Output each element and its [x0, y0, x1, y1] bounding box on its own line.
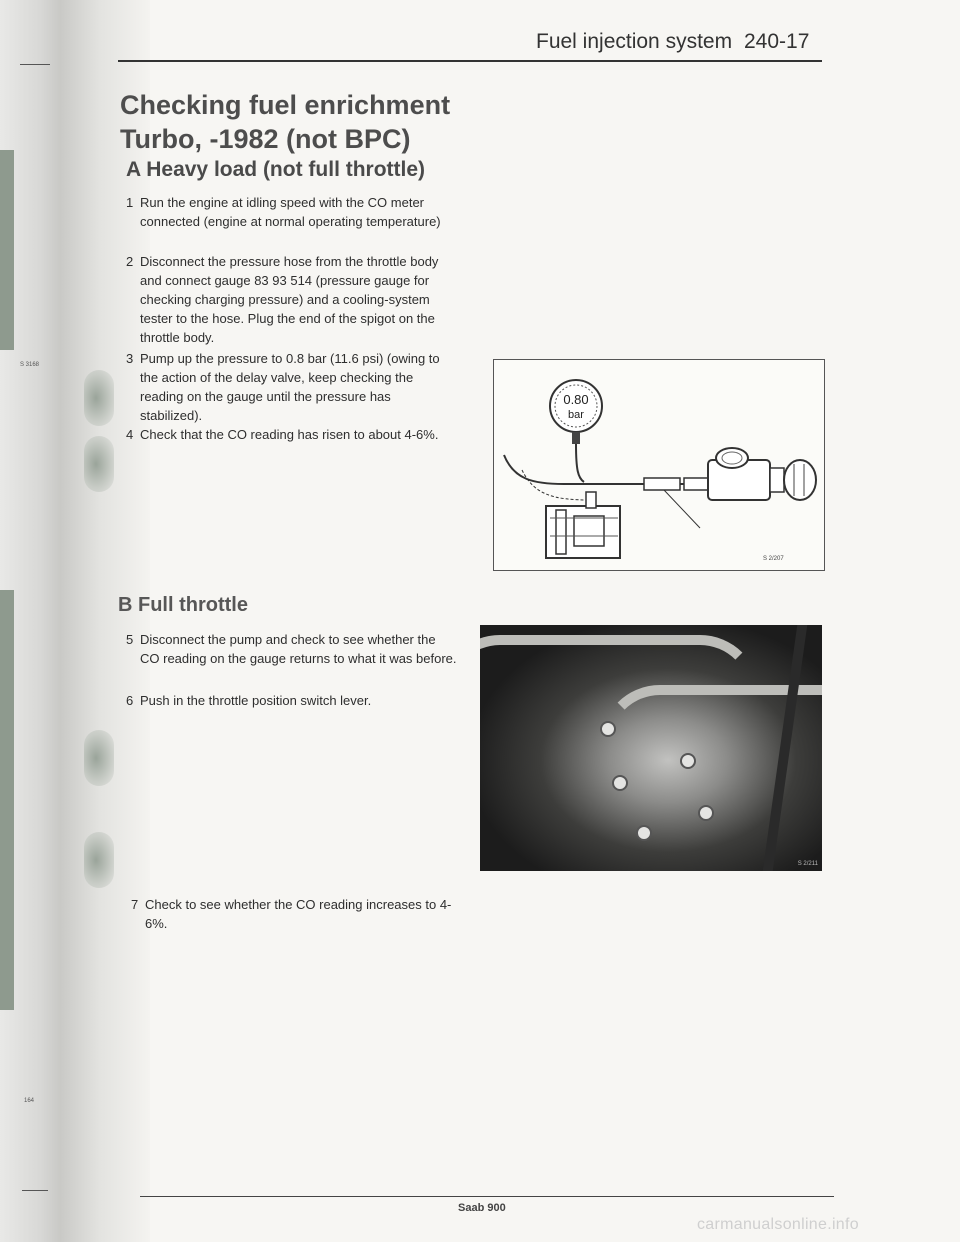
page-title-line-2: Turbo, -1982 (not BPC): [120, 124, 411, 154]
step-number: 5: [126, 632, 134, 647]
step-text: Disconnect the pump and check to see whether the CO reading on the gauge returns to what it was before.: [140, 632, 457, 666]
footer-text: Saab 900: [458, 1202, 506, 1214]
step-number: 1: [126, 195, 134, 210]
figure-code: S 2/207: [763, 556, 784, 562]
page-title-line-1: Checking fuel enrichment: [120, 90, 451, 120]
step-3: [126, 349, 448, 425]
step-text: Check to see whether the CO reading increases to 4-6%.: [145, 897, 452, 931]
side-margin-number: S 3168: [20, 362, 40, 368]
step-5: [126, 630, 458, 668]
header-title: Fuel injection system: [536, 30, 733, 53]
watermark-text: carmanualsonline.info: [697, 1216, 859, 1233]
step-text: Run the engine at idling speed with the CO meter connected (engine at normal operating temperature): [140, 195, 441, 229]
step-text: Check that the CO reading has risen to about 4-6%.: [140, 427, 439, 442]
section-b-heading: B Full throttle: [118, 594, 248, 616]
engine-photo: [480, 625, 822, 871]
step-2: [126, 252, 448, 347]
gauge-unit: bar: [568, 409, 584, 421]
side-margin-number: 164: [24, 1098, 35, 1104]
gauge-value: 0.80: [563, 392, 589, 407]
page-binding-shadow: [0, 0, 150, 1242]
step-number: 3: [126, 351, 134, 366]
header-page-number: 240-17: [744, 30, 810, 53]
step-number: 4: [126, 427, 134, 442]
photo-code: S 2/211: [797, 861, 818, 867]
header-rule: [118, 60, 822, 62]
page-title: [120, 88, 450, 156]
step-1: [126, 193, 448, 231]
step-7: [131, 895, 465, 933]
step-text: Pump up the pressure to 0.8 bar (11.6 psi) (owing to the action of the delay valve, keep checking the reading on the gauge until the pressure has stabilized).: [140, 351, 440, 423]
step-number: 7: [131, 897, 139, 912]
step-6: [126, 691, 458, 710]
page-edge-strip: [0, 590, 14, 1010]
step-number: 2: [126, 254, 134, 269]
binding-hole: [84, 436, 114, 492]
binding-hole: [84, 832, 114, 888]
margin-tick: [22, 1190, 48, 1191]
margin-tick: [20, 64, 50, 65]
footer-rule: [140, 1196, 834, 1197]
binding-hole: [84, 730, 114, 786]
diagram-svg: [494, 360, 824, 570]
step-text: Disconnect the pressure hose from the throttle body and connect gauge 83 93 514 (pressure gauge for checking charging pressure) and a cooling-system tester to the hose. Plug the end of the spigot on the throttle body.: [140, 254, 439, 345]
step-4: [126, 425, 448, 444]
section-a-heading: A Heavy load (not full throttle): [126, 158, 426, 181]
step-text: Push in the throttle position switch lever.: [140, 693, 372, 708]
page-edge-strip: [0, 150, 14, 350]
pressure-gauge-diagram: [493, 359, 825, 571]
binding-hole: [84, 370, 114, 426]
step-number: 6: [126, 693, 134, 708]
